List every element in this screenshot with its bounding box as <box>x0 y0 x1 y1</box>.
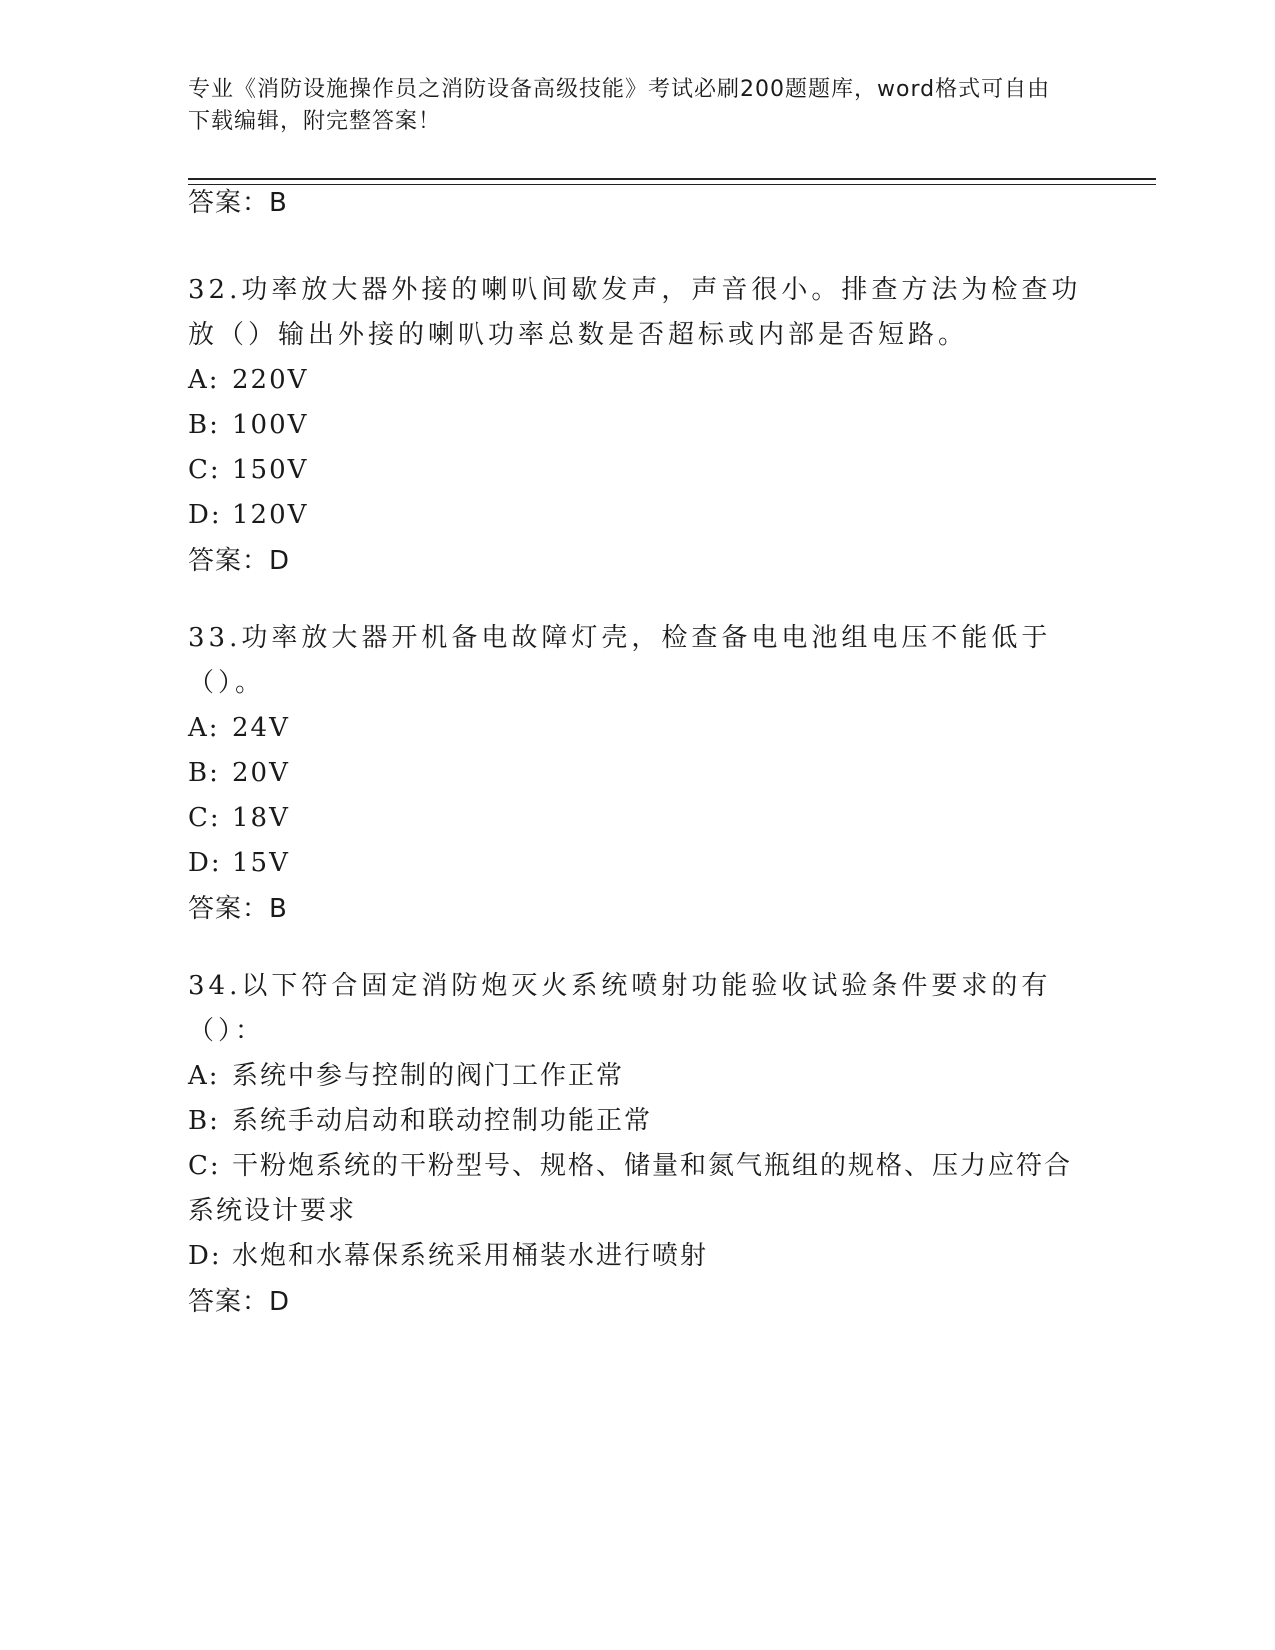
option-label: A: <box>188 713 220 743</box>
question-stem: 34.以下符合固定消防炮灭火系统喷射功能验收试验条件要求的有（）： <box>188 971 1052 1046</box>
option-text: 18V <box>232 803 290 833</box>
option-a <box>188 1054 1088 1099</box>
option-label: B: <box>188 1106 220 1136</box>
option-text: 15V <box>232 848 290 878</box>
option-b <box>188 403 1088 448</box>
option-text: 150V <box>232 455 309 485</box>
page-header: 专业《消防设施操作员之消防设备高级技能》考试必刷200题题库，word格式可自由下载编辑，附完整答案！ <box>188 77 1051 134</box>
option-text: 系统中参与控制的阀门工作正常 <box>232 1061 625 1091</box>
answer-31: 答案：B <box>188 188 288 218</box>
option-text: 水炮和水幕保系统采用桶装水进行喷射 <box>232 1241 709 1271</box>
option-label: C: <box>188 455 221 485</box>
option-text: 20V <box>232 758 290 788</box>
option-d <box>188 841 1088 886</box>
option-label: A: <box>188 365 220 395</box>
option-label: D: <box>188 848 222 878</box>
header-rule-thin <box>188 184 1156 185</box>
option-text: 120V <box>232 500 309 530</box>
option-d <box>188 493 1088 538</box>
question-stem: 32.功率放大器外接的喇叭间歇发声，声音很小。排查方法为检查功放（）输出外接的喇叭功率总数是否超标或内部是否短路。 <box>188 275 1082 350</box>
answer: 答案：B <box>188 894 288 924</box>
option-c <box>188 448 1088 493</box>
option-b <box>188 1099 1088 1144</box>
option-a <box>188 358 1088 403</box>
option-label: B: <box>188 758 220 788</box>
question-32 <box>188 268 1088 578</box>
option-text: 100V <box>232 410 309 440</box>
option-label: A: <box>188 1061 220 1091</box>
option-a <box>188 706 1088 751</box>
option-label: C: <box>188 1151 221 1181</box>
option-text: 220V <box>232 365 309 395</box>
answer: 答案：D <box>188 1287 291 1317</box>
option-label: B: <box>188 410 220 440</box>
option-b <box>188 751 1088 796</box>
option-text: 系统手动启动和联动控制功能正常 <box>232 1106 653 1136</box>
option-text: 干粉炮系统的干粉型号、规格、储量和氮气瓶组的规格、压力应符合系统设计要求 <box>188 1151 1073 1226</box>
answer: 答案：D <box>188 546 291 576</box>
option-label: C: <box>188 803 221 833</box>
option-text: 24V <box>232 713 290 743</box>
question-stem: 33.功率放大器开机备电故障灯壳，检查备电电池组电压不能低于（）。 <box>188 623 1052 698</box>
question-34 <box>188 964 1088 1319</box>
question-33 <box>188 616 1088 926</box>
option-c <box>188 796 1088 841</box>
option-label: D: <box>188 1241 222 1271</box>
option-label: D: <box>188 500 222 530</box>
option-d <box>188 1234 1088 1279</box>
header-rule-thick <box>188 178 1156 180</box>
option-c <box>188 1144 1088 1234</box>
